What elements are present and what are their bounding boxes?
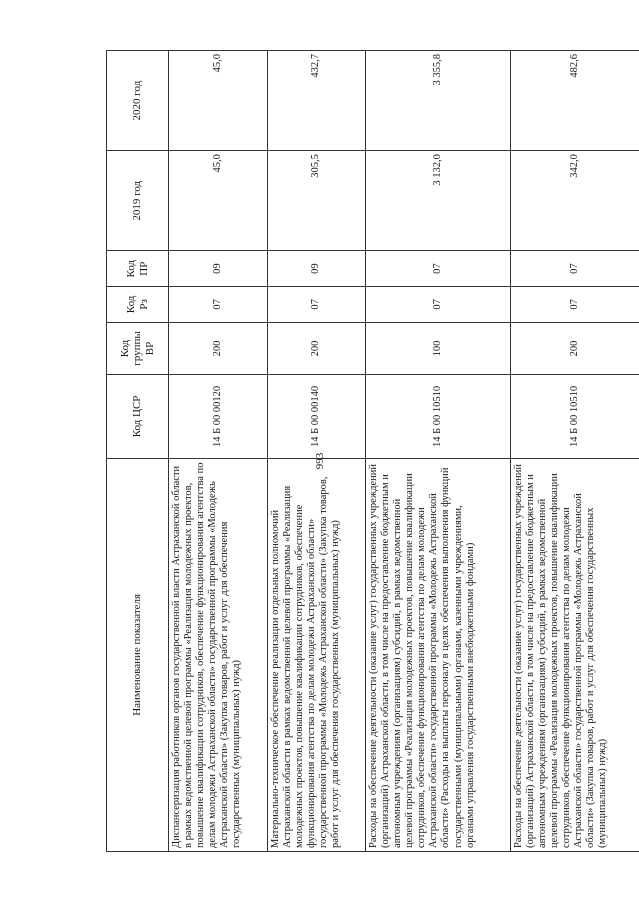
row-2019: 342,0: [510, 151, 639, 251]
row-vr: 200: [169, 322, 268, 374]
header-vr: Код группы ВР: [107, 322, 169, 374]
row-vr: 200: [510, 322, 639, 374]
row-2020: 45,0: [169, 51, 268, 151]
table-row: [366, 51, 511, 852]
header-rz: Код Рз: [107, 287, 169, 323]
row-pr: 07: [510, 251, 639, 287]
row-rz: 07: [169, 287, 268, 323]
row-2020: 432,7: [267, 51, 366, 151]
row-csr: 14 Б 00 00120: [169, 375, 268, 458]
row-csr: 14 Б 00 00140: [267, 375, 366, 458]
budget-table: [106, 50, 639, 852]
row-csr: 14 Б 00 10510: [366, 375, 511, 458]
row-name: Расходы на обеспечение деятельности (оказание услуг) государственных учреждений (организаций) Астраханской области, в том числе на предоставление бюджетным и автономным учреждениям (организациям) субсидий, в рамках ведомственной целевой программы «Реализация молодежных проектов, повышение квалификации сотрудников, обеспечение функционирования агентства по делам молодежи Астраханской области» государственной программы «Молодежь Астраханской области» (Закупка товаров, работ и услуг для обеспечения государственных (муниципальных) нужд): [510, 458, 639, 851]
page-number: 993: [314, 452, 326, 470]
row-rz: 07: [510, 287, 639, 323]
header-2019: 2019 год: [107, 151, 169, 251]
row-csr: 14 Б 00 10510: [510, 375, 639, 458]
row-2020: 482,6: [510, 51, 639, 151]
table-row: [510, 51, 639, 852]
row-pr: 09: [267, 251, 366, 287]
header-2020: 2020 год: [107, 51, 169, 151]
table-wrapper: [106, 50, 639, 852]
row-vr: 200: [267, 322, 366, 374]
row-vr: 100: [366, 322, 511, 374]
row-2019: 45,0: [169, 151, 268, 251]
row-name: Диспансеризация работников органов государственной власти Астраханской области в рамках ведомственной целевой программы «Реализация молодежных проектов, повышение квалификации сотрудников, обеспечение функционирования агентства по делам молодежи Астраханской области» государственной программы «Молодежь Астраханской области» (Закупка товаров, работ и услуг для обеспечения государственных (муниципальных) нужд): [169, 458, 268, 851]
table-header-row: [107, 51, 169, 852]
header-csr: Код ЦСР: [107, 375, 169, 458]
row-pr: 07: [366, 251, 511, 287]
row-2019: 3 132,0: [366, 151, 511, 251]
row-2019: 305,5: [267, 151, 366, 251]
row-rz: 07: [267, 287, 366, 323]
row-pr: 09: [169, 251, 268, 287]
row-name: Расходы на обеспечение деятельности (оказание услуг) государственных учреждений (организаций) Астраханской области, в том числе на предоставление бюджетным и автономным учреждениям (организациям) субсидий, в рамках ведомственной целевой программы «Реализация молодежных проектов, повышение квалификации сотрудников, обеспечение функционирования агентства по делам молодежи Астраханской области» государственной программы «Молодежь Астраханской области» (Расходы на выплаты персоналу в целях обеспечения выполнения функций государственными (муниципальными) органами, казенными учреждениями, органами управления государственными внебюджетными фондами): [366, 458, 511, 851]
row-rz: 07: [366, 287, 511, 323]
table-row: [169, 51, 268, 852]
row-name: Материально-техническое обеспечение реализации отдельных полномочий Астраханской области в рамках ведомственной целевой программы «Реализация молодежных проектов, повышение квалификации сотрудников, обеспечение функционирования агентства по делам молодежи Астраханской области» государственной программы «Молодежь Астраханской области» (Закупка товаров, работ и услуг для обеспечения государственных (муниципальных) нужд): [267, 458, 366, 851]
header-pr: Код ПР: [107, 251, 169, 287]
header-name: Наименование показателя: [107, 458, 169, 851]
row-2020: 3 355,8: [366, 51, 511, 151]
table-row: [267, 51, 366, 852]
